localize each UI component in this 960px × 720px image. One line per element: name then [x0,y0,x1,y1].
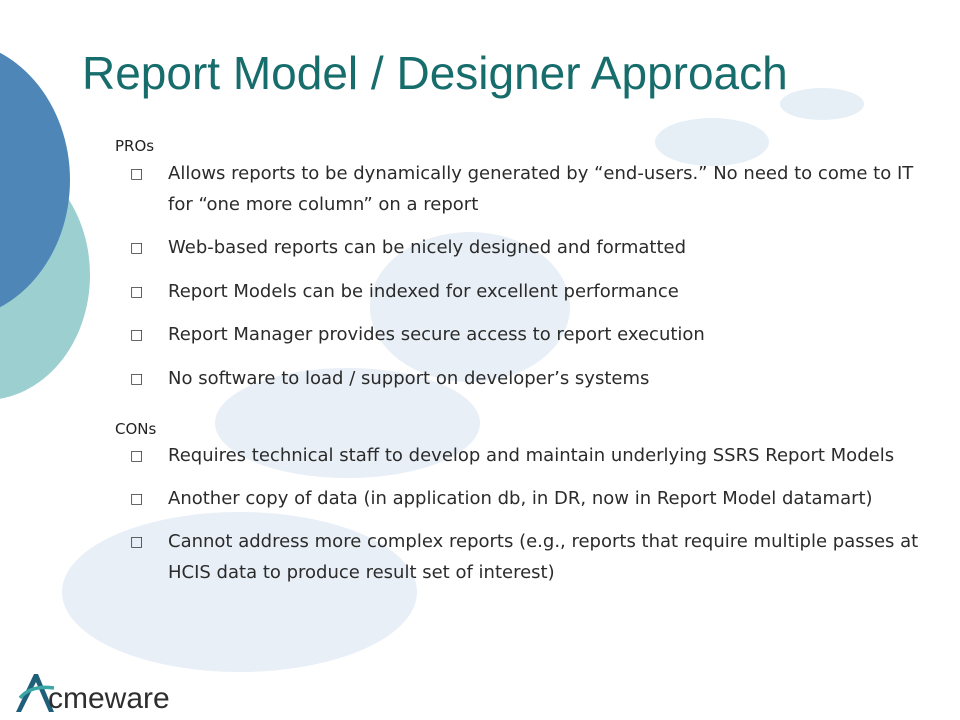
bullet-square-icon: □ [130,491,144,507]
bullet-square-icon: □ [130,534,144,550]
bullet-square-icon: □ [130,240,144,256]
acmeware-logo [14,668,194,714]
pros-item-1 [130,158,920,220]
cons-item-1 [130,440,920,471]
pros-item-4 [130,319,920,350]
pros-item-3 [130,276,920,307]
pros-item-text: Web-based reports can be nicely designed and formatted [168,237,687,258]
cons-item-text: Another copy of data (in application db, in DR, now in Report Model datamart) [168,488,873,509]
bullet-square-icon: □ [130,284,144,300]
bullet-square-icon: □ [130,166,144,182]
pros-item-text: Report Manager provides secure access to report execution [168,324,705,345]
pros-heading: PROs [115,137,155,155]
pros-list [130,158,920,394]
bubble-top-right [780,88,864,120]
pros-item-2 [130,232,920,263]
bullet-square-icon: □ [130,448,144,464]
slide-title: Report Model / Designer Approach [82,47,788,99]
pros-item-text: No software to load / support on developer’s systems [168,368,650,389]
cons-heading: CONs [115,420,157,438]
pros-item-text: Report Models can be indexed for excellent performance [168,281,679,302]
cons-list [130,440,920,588]
pros-item-text: Allows reports to be dynamically generated by “end-users.” No need to come to IT for “one more column” on a report [168,163,914,215]
bullet-square-icon: □ [130,327,144,343]
pros-item-5 [130,363,920,394]
cons-item-2 [130,483,920,514]
svg-text:cmeware: cmeware [48,682,170,714]
cons-item-text: Cannot address more complex reports (e.g., reports that require multiple passes at HCIS data to produce result set of interest) [168,531,919,583]
bullet-square-icon: □ [130,371,144,387]
cons-item-3 [130,526,920,588]
cons-item-text: Requires technical staff to develop and maintain underlying SSRS Report Models [168,445,895,466]
